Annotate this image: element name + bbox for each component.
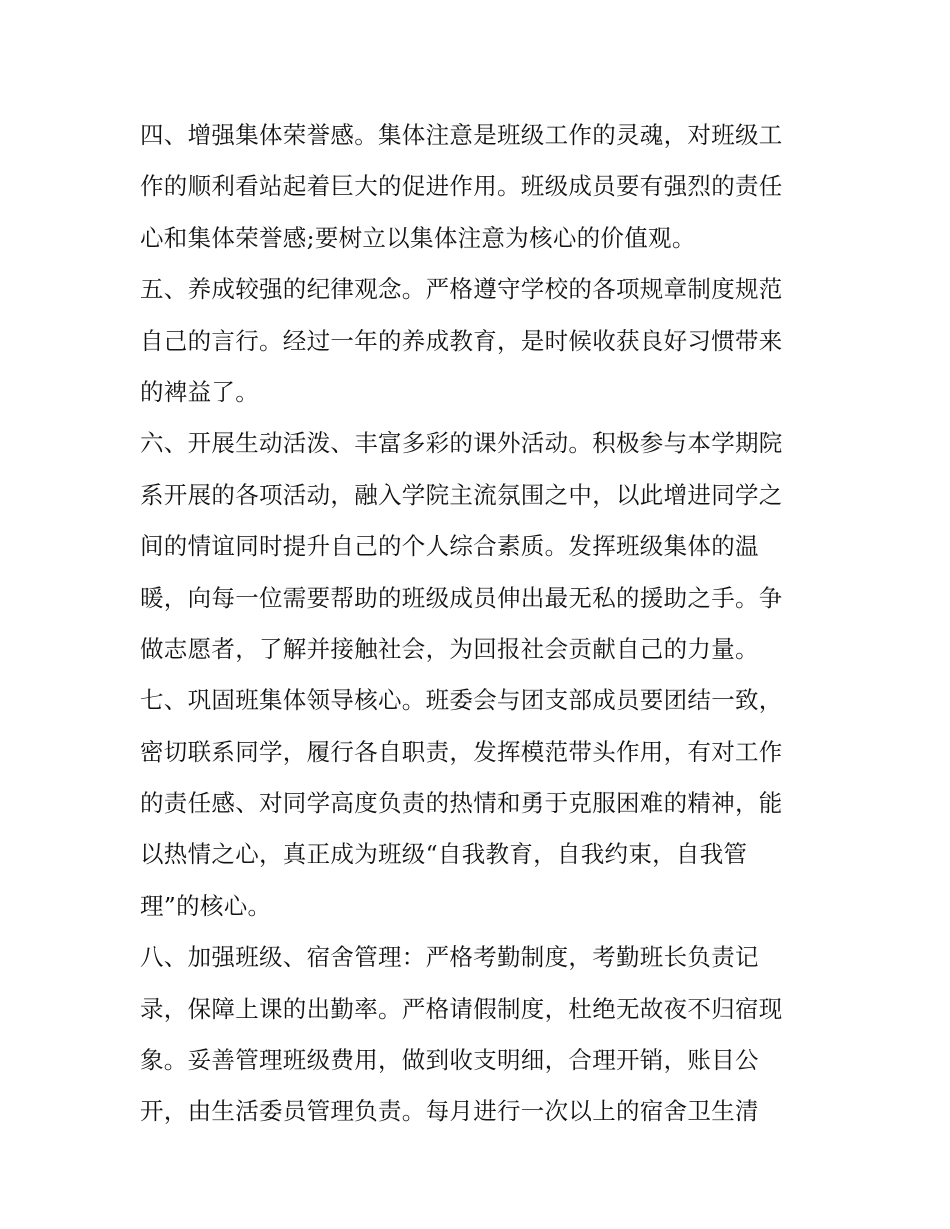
text-line: 间的情谊同时提升自己的个人综合素质。发挥班级集体的温 [140, 532, 759, 561]
text-line: 六、开展生动活泼、丰富多彩的课外活动。积极参与本学期院 [140, 429, 783, 458]
text-line: 作的顺利看站起着巨大的促进作用。班级成员要有强烈的责任 [140, 172, 783, 201]
text-line: 的责任感、对同学高度负责的热情和勇于克服困难的精神，能 [140, 789, 783, 818]
text-line: 五、养成较强的纪律观念。严格遵守学校的各项规章制度规范 [140, 275, 783, 304]
text-line: 以热情之心，真正成为班级“自我教育，自我约束，自我管 [140, 840, 748, 869]
text-line: 开，由生活委员管理负责。每月进行一次以上的宿舍卫生清 [140, 1097, 759, 1126]
text-line: 自己的言行。经过一年的养成教育，是时候收获良好习惯带来 [140, 326, 783, 355]
text-line: 系开展的各项活动，融入学院主流氛围之中，以此增进同学之 [140, 480, 783, 509]
text-line: 密切联系同学，履行各自职责，发挥模范带头作用，有对工作 [140, 737, 783, 766]
text-line: 录，保障上课的出勤率。严格请假制度，杜绝无故夜不归宿现 [140, 994, 783, 1023]
text-line: 暖，向每一位需要帮助的班级成员伸出最无私的援助之手。争 [140, 583, 783, 612]
text-line: 七、巩固班集体领导核心。班委会与团支部成员要团结一致， [140, 686, 783, 715]
text-line: 四、增强集体荣誉感。集体注意是班级工作的灵魂，对班级工 [140, 121, 783, 149]
text-line: 心和集体荣誉感;要树立以集体注意为核心的价值观。 [140, 223, 696, 252]
text-line: 做志愿者，了解并接触社会，为回报社会贡献自己的力量。 [140, 634, 759, 663]
text-line: 理”的核心。 [140, 891, 272, 920]
text-line: 的裨益了。 [140, 377, 259, 406]
body-text [140, 110, 820, 1138]
text-line: 象。妥善管理班级费用，做到收支明细，合理开销，账目公 [140, 1046, 759, 1075]
text-line: 八、加强班级、宿舍管理：严格考勤制度，考勤班长负责记 [140, 943, 759, 972]
